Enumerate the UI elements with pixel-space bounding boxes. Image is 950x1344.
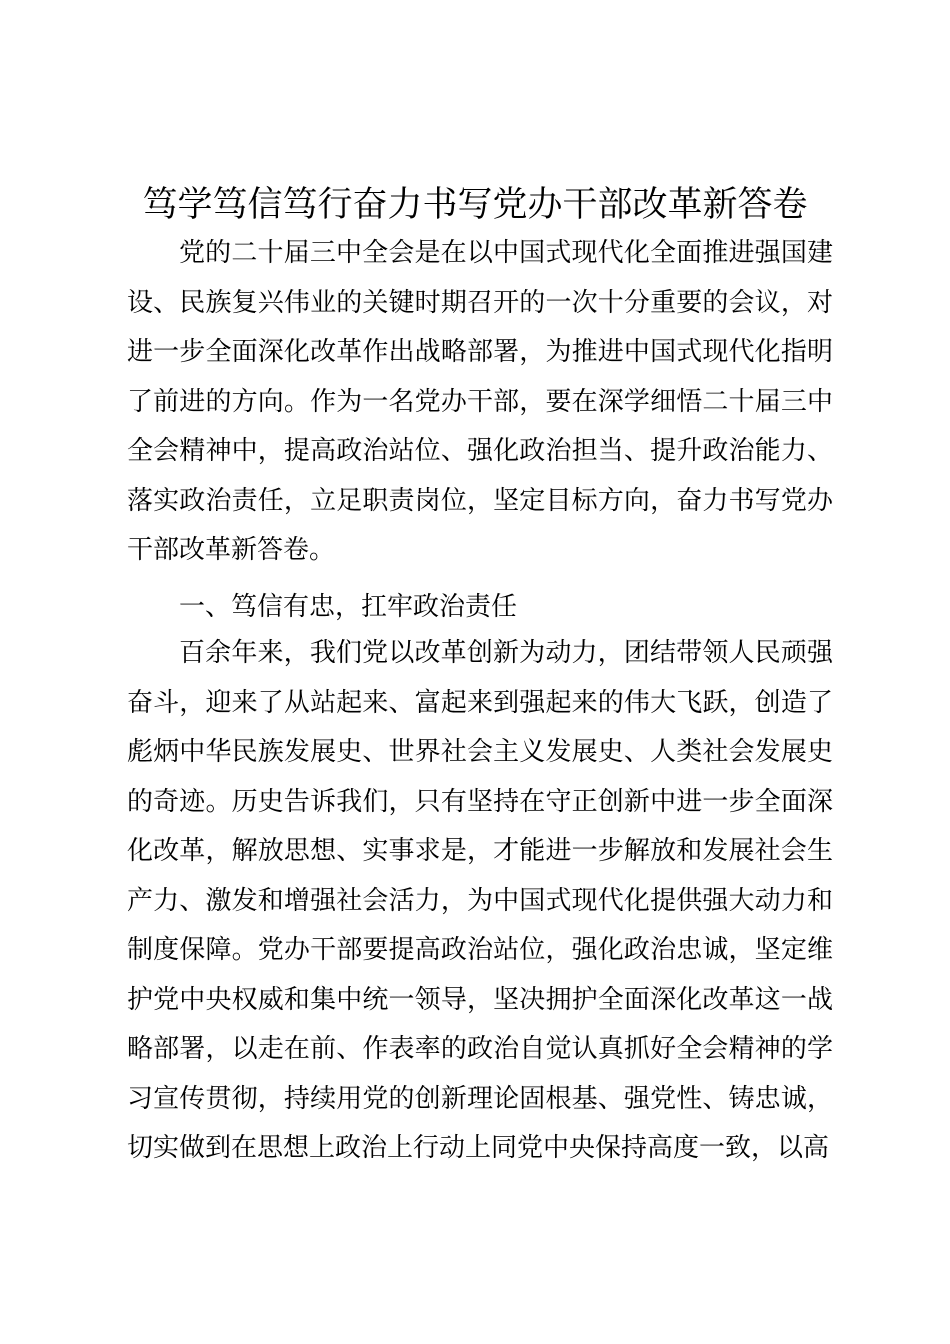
- document-title: 笃学笃信笃行奋力书写党办干部改革新答卷: [142, 185, 808, 225]
- section-heading: 一、笃信有忠，扛牢政治责任: [179, 592, 518, 622]
- paragraph-intro: 党的二十届三中全会是在以中国式现代化全面推进强国建设、民族复兴伟业的关键时期召开的一次十分重要的会议，对进一步全面深化改革作出战略部署，为推进中国式现代化指明了前进的方向。作为一名党办干部，要在深学细悟二十届三中全会精神中，提高政治站位、强化政治担当、提升政治能力、落实政治责任，立足职责岗位，坚定目标方向，奋力书写党办干部改革新答卷。: [127, 238, 833, 565]
- paragraph-section-1: 百余年来，我们党以改革创新为动力，团结带领人民顽强奋斗，迎来了从站起来、富起来到强起来的伟大飞跃，创造了彪炳中华民族发展史、世界社会主义发展史、人类社会发展史的奇迹。历史告诉我们，只有坚持在守正创新中进一步全面深化改革，解放思想、实事求是，才能进一步解放和发展社会生产力、激发和增强社会活力，为中国式现代化提供强大动力和制度保障。党办干部要提高政治站位，强化政治忠诚，坚定维护党中央权威和集中统一领导，坚决拥护全面深化改革这一战略部署，以走在前、作表率的政治自觉认真抓好全会精神的学习宣传贯彻，持续用党的创新理论固根基、强党性、铸忠诚，切实做到在思想上政治上行动上同党中央保持高度一致，以高: [127, 638, 833, 1163]
